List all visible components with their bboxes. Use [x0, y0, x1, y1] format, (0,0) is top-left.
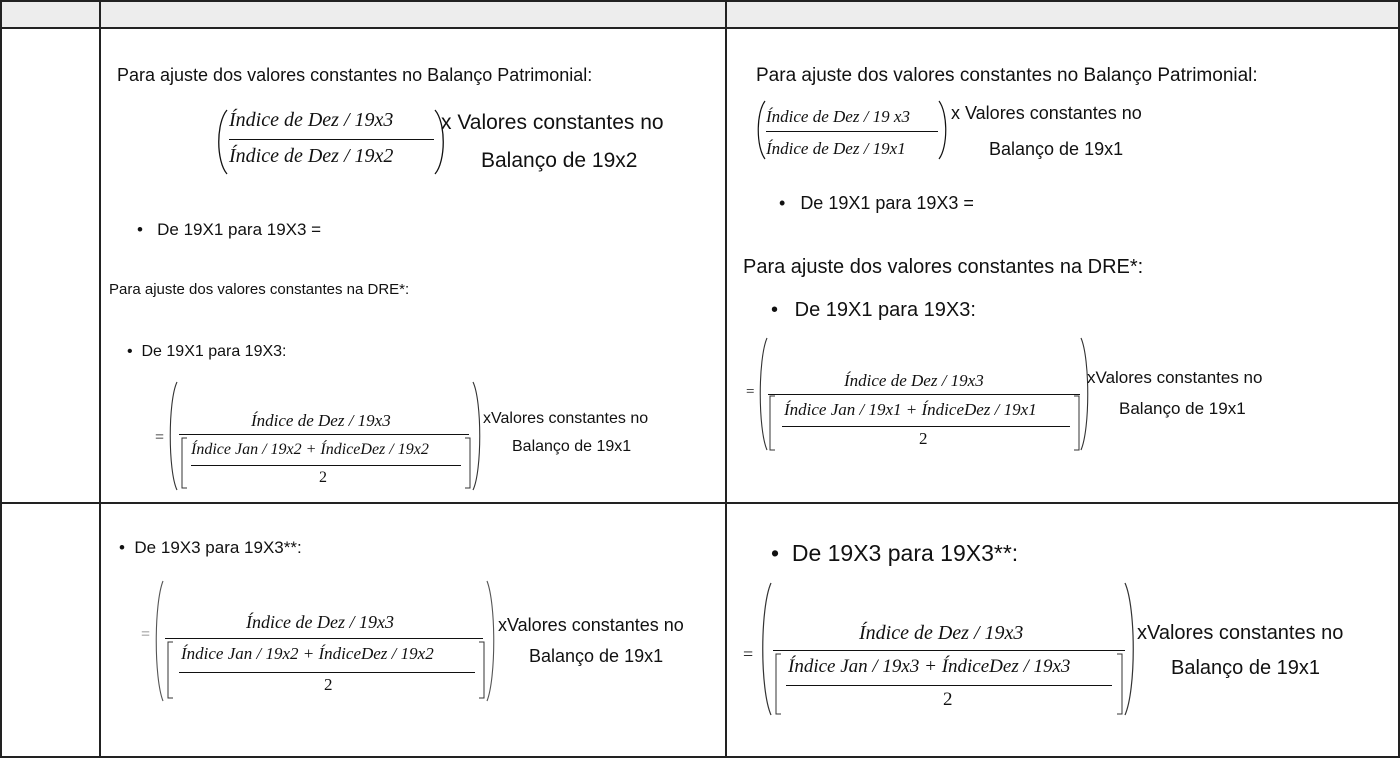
- f2-tail-1: xValores constantes no: [1087, 368, 1263, 387]
- f1-denominator: Índice de Dez / 19x2: [229, 145, 394, 167]
- cell-row1-left: [101, 29, 725, 502]
- left-bracket-icon: [775, 653, 783, 715]
- left-bracket-icon: [181, 437, 189, 489]
- left-bracket-icon: [769, 395, 777, 451]
- f2-equals: =: [155, 429, 165, 446]
- f1-tail-2: Balanço de 19x1: [989, 139, 1124, 159]
- dre-title: Para ajuste dos valores constantes na DRE*:: [743, 256, 1144, 278]
- left-brace-icon: [153, 580, 165, 702]
- denominator: Índice Jan / 19x2 + ÍndiceDez / 19x2: [181, 644, 434, 663]
- cell-row1-right: [727, 29, 1398, 502]
- fraction-bar: [191, 465, 461, 466]
- fraction-bar: [773, 650, 1125, 651]
- f2-denominator: Índice Jan / 19x1 + ÍndiceDez / 19x1: [784, 400, 1037, 419]
- fraction-bar: [229, 139, 434, 140]
- bullet-1: • De 19X1 para 19X3 =: [137, 220, 322, 239]
- bp-title: Para ajuste dos valores constantes no Balanço Patrimonial:: [117, 65, 593, 85]
- f1-tail-1: x Valores constantes no: [441, 111, 664, 134]
- tail-1: xValores constantes no: [1137, 622, 1344, 644]
- f2-two: 2: [919, 429, 928, 448]
- f2-numerator: Índice de Dez / 19x3: [251, 411, 391, 430]
- tail-2: Balanço de 19x1: [529, 646, 664, 666]
- right-brace-icon: [1123, 582, 1137, 716]
- f2-denominator: Índice Jan / 19x2 + ÍndiceDez / 19x2: [191, 441, 429, 458]
- f2-tail-2: Balanço de 19x1: [1119, 399, 1246, 418]
- equals: =: [141, 626, 151, 643]
- bullet: • De 19X3 para 19X3**:: [771, 540, 1019, 566]
- tail-1: xValores constantes no: [498, 615, 684, 635]
- f2-tail-1: xValores constantes no: [483, 410, 649, 427]
- left-bracket-icon: [167, 641, 175, 699]
- table-border-top: [0, 0, 1400, 2]
- fraction-bar: [165, 638, 483, 639]
- f1-tail-1: x Valores constantes no: [951, 103, 1142, 123]
- fraction-bar: [786, 685, 1112, 686]
- dre-title: Para ajuste dos valores constantes na DRE*:: [109, 281, 410, 298]
- right-bracket-icon: [477, 641, 485, 699]
- right-bracket-icon: [463, 437, 471, 489]
- f1-numerator: Índice de Dez / 19x3: [229, 109, 394, 131]
- fraction-bar: [766, 131, 938, 132]
- f2-numerator: Índice de Dez / 19x3: [844, 371, 984, 390]
- header-cell-3: [727, 0, 1400, 28]
- header-cell-2: [101, 0, 725, 28]
- left-brace-icon: [759, 582, 773, 716]
- bp-title: Para ajuste dos valores constantes no Balanço Patrimonial:: [756, 65, 1258, 86]
- right-bracket-icon: [1115, 653, 1123, 715]
- right-brace-icon: [1079, 337, 1091, 451]
- two: 2: [324, 675, 333, 694]
- bullet: • De 19X3 para 19X3**:: [119, 538, 302, 557]
- two: 2: [943, 689, 953, 710]
- left-paren-icon: [215, 109, 229, 175]
- numerator: Índice de Dez / 19x3: [246, 612, 394, 632]
- column-border-left: [0, 0, 2, 758]
- bullet-2: • De 19X1 para 19X3:: [127, 343, 287, 360]
- tail-2: Balanço de 19x1: [1171, 657, 1321, 679]
- f1-numerator: Índice de Dez / 19 x3: [766, 107, 910, 126]
- fraction-bar: [782, 426, 1070, 427]
- numerator: Índice de Dez / 19x3: [859, 622, 1024, 644]
- left-brace-icon: [167, 381, 179, 491]
- right-brace-icon: [471, 381, 483, 491]
- bullet-2: • De 19X1 para 19X3:: [771, 299, 976, 321]
- denominator: Índice Jan / 19x3 + ÍndiceDez / 19x3: [788, 656, 1071, 677]
- header-cell-1: [0, 0, 99, 28]
- fraction-bar: [768, 394, 1080, 395]
- cell-row2-left: [101, 504, 725, 756]
- f2-two: 2: [319, 469, 327, 486]
- fraction-bar: [179, 672, 475, 673]
- bullet-1: • De 19X1 para 19X3 =: [779, 193, 974, 213]
- fraction-bar: [179, 434, 469, 435]
- right-paren-icon: [937, 100, 949, 160]
- f2-tail-2: Balanço de 19x1: [512, 438, 632, 455]
- f2-equals: =: [746, 384, 755, 400]
- equals: =: [743, 644, 754, 664]
- f1-denominator: Índice de Dez / 19x1: [766, 139, 906, 158]
- right-brace-icon: [485, 580, 497, 702]
- f1-tail-2: Balanço de 19x2: [481, 149, 638, 172]
- cell-row2-right: [727, 504, 1398, 756]
